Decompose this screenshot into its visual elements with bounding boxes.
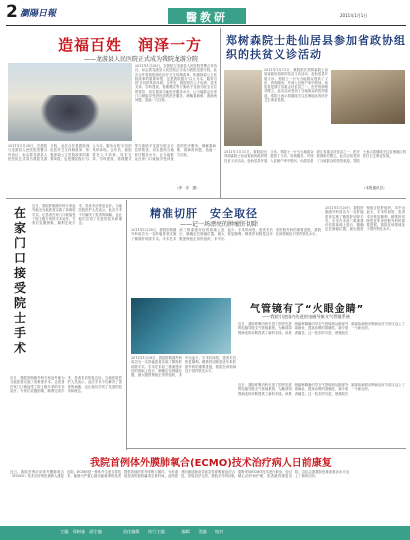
- article-body-cont: 2011年1月11日，我院院长郑树森院士参加省政协组织的扶贫义诊活动，赴仙居县开展义诊。郑院士一行为当地群众提供了义诊、咨询服务，并深入贫困户家中慰问。仙居县是浙江省重点扶贫县之一，医疗资源相对匮乏。此次活动受到了当地群众的热烈欢迎，郑院士表示将继续关注贫困地区的医疗卫生事业发展。: [224, 150, 406, 163]
- article-body-cont: 近日，我院呼吸内科引进了国内先进的电磁导航支气管镜系统，为肺部周围病变的诊断提供了新的手段。该系统能够精确引导支气管镜到达肺部外周病灶，提高诊断的准确性，减少患者痛苦。这一技术的引进，使我院在肺部疾病的诊断和治疗方面又迈上了一个新台阶。: [238, 383, 405, 396]
- article-body-cont: 近日，我院肝胆胰外科专家赴外地为当地患者实施了高难度手术，让患者在家门口就接受了院士级专家的手术治疗。专家们克服困难，顺利完成手术，患者术后恢复良好。当地医院医护人员表示，此次手术不仅解决了患者的病痛，也让他们学到了先进的技术和理念。: [10, 376, 122, 393]
- article-headline: 气管镜有了“火眼金睛”: [250, 304, 365, 315]
- header-rule: [6, 25, 406, 26]
- issue-date: 2011年1月1日: [340, 13, 368, 18]
- article-headline: 造福百姓 润泽一方: [58, 36, 203, 54]
- section-title: 醫教研: [186, 11, 228, 24]
- article-body: 2011年1月11日，我院院长郑树森院士参加省政协组织的扶贫义诊活动，赴仙居县开展义诊。郑院士一行为当地群众提供了义诊、咨询服务，并深入贫困户家中慰问。仙居县是浙江省重点扶贫县之一，医疗资源相对匮乏。此次活动受到了当地群众的热烈欢迎，郑院士表示将继续关注贫困地区的医疗卫生事业发展。: [264, 68, 328, 103]
- photo-credit: （本报通讯员）: [362, 186, 387, 190]
- article-subtitle: ——我院引进国内先进的电磁导航支气管镜系统: [262, 314, 350, 319]
- section-rule: [126, 448, 406, 449]
- article-photo: [331, 70, 405, 124]
- column-rule: [220, 28, 221, 198]
- article-subtitle: ——龙游县人民医院正式成为我院龙游分院: [84, 56, 199, 63]
- article-subtitle: ——记一场漂亮的肿瘤肝切除: [180, 221, 259, 228]
- article-body-cont: 2011年1月28日，我院肝胆胰外科成功为一名肝癌患者实施了精准肝切除手术。手术在术前三维重建评估的基础上进行，精确定位肿瘤位置，最大限度保留正常肝组织，术中出血少，手术时间短，患者术后恢复顺利。精准肝切除是近年来肝脏外科的重要进展，我院在该领域处于国内领先水平。: [131, 356, 236, 378]
- article-body: 近日，我院肝胆胰外科专家赴外地为当地患者实施了高难度手术，让患者在家门口就接受了院士级专家的手术治疗。专家们克服困难，顺利完成手术，患者术后恢复良好。当地医院医护人员表示，此次手术不仅解决了患者的病痛，也让他们学到了先进的技术和理念。: [32, 204, 122, 226]
- article-headline-vertical: 在家门口接受院士手术: [14, 206, 27, 355]
- page-number: 2: [6, 2, 18, 22]
- article-headline: 精准切肝 安全取径: [150, 207, 258, 220]
- article-photo: [224, 70, 262, 146]
- article-body: 近日，我院首例应用体外膜肺氧合（ECMO）技术治疗的危重病人康复出院。ECMO是一种体外生命支持技术，能够为严重心肺功能衰竭的患者提供持续的体外呼吸与循环，为危重症患者的抢救赢得宝贵时间。此例患者因重症肺炎导致急性呼吸窘迫综合征，常规治疗无效，我院多学科团队果断采用ECMO技术进行救治，经过精心治疗和护理，患者最终康复出院。这标志着我院危重症救治水平迈上了新的台阶。: [10, 470, 349, 479]
- article-headline: 我院首例体外膜肺氧合(ECMO)技术治疗病人日前康复: [90, 458, 332, 469]
- article-headline: 郑树森院士赴仙居县参加省政协组织的扶贫义诊活动: [226, 34, 406, 61]
- photo-credit: （李 洋 摄）: [175, 186, 200, 190]
- article-body: 2011年1月28日，在我院与龙游县人民医院签署合作协议，标志着龙游县人民医院正式成为我院龙游分院。此次合作是我院深化医疗卫生体制改革、积极探索公立医院改革的重要举措，也是我院践行'以人为本、服务百姓'宗旨的具体体现。合作后，我院将在人才培养、技术支持、学科建设、管理模式等方面给予龙游分院全方位的帮扶，切实提高当地医疗服务水平，让当地群众在家门口就能享受到优质的医疗服务，缓解看病难、看病贵问题，造福一方百姓。: [135, 64, 217, 103]
- article-body-cont: 2011年1月28日，我院肝胆胰外科成功为一名肝癌患者实施了精准肝切除手术。手术在术前三维重建评估的基础上进行，精确定位肿瘤位置，最大限度保留正常肝组织，术中出血少，手术时间短，患者术后恢复顺利。精准肝切除是近年来肝脏外科的重要进展，我院在该领域处于国内领先水平。: [325, 206, 405, 232]
- paper-name: 瀏陽日報: [20, 9, 57, 19]
- section-rule: [6, 198, 406, 199]
- column-rule: [126, 200, 127, 450]
- article-body: 2011年1月28日，我院肝胆胰外科成功为一名肝癌患者实施了精准肝切除手术。手术在术前三维重建评估的基础上进行，精确定位肿瘤位置，最大限度保留正常肝组织，术中出血少，手术时间短，患者术后恢复顺利。精准肝切除是近年来肝脏外科的重要进展，我院在该领域处于国内领先水平。: [131, 228, 321, 241]
- article-body-cont: 2011年1月28日，在我院与龙游县人民医院签署合作协议，标志着龙游县人民医院正式成为我院龙游分院。此次合作是我院深化医疗卫生体制改革、积极探索公立医院改革的重要举措，也是我院践行'以人为本、服务百姓'宗旨的具体体现。合作后，我院将在人才培养、技术支持、学科建设、管理模式等方面给予龙游分院全方位的帮扶，切实提高当地医疗服务水平，让当地群众在家门口就能享受到优质的医疗服务，缓解看病难、看病贵问题，造福一方百姓。: [8, 144, 216, 161]
- article-body: 近日，我院呼吸内科引进了国内先进的电磁导航支气管镜系统，为肺部周围病变的诊断提供了新的手段。该系统能够精确引导支气管镜到达肺部外周病灶，提高诊断的准确性，减少患者痛苦。这一技术的引进，使我院在肺部疾病的诊断和治疗方面又迈上了一个新台阶。: [238, 322, 405, 335]
- footer-credits: 主编 郑树森 副主编 责任编辑 执行主编 编辑 美编 校对: [60, 529, 224, 534]
- surgery-photo: [131, 298, 231, 354]
- people-figure: [40, 95, 100, 135]
